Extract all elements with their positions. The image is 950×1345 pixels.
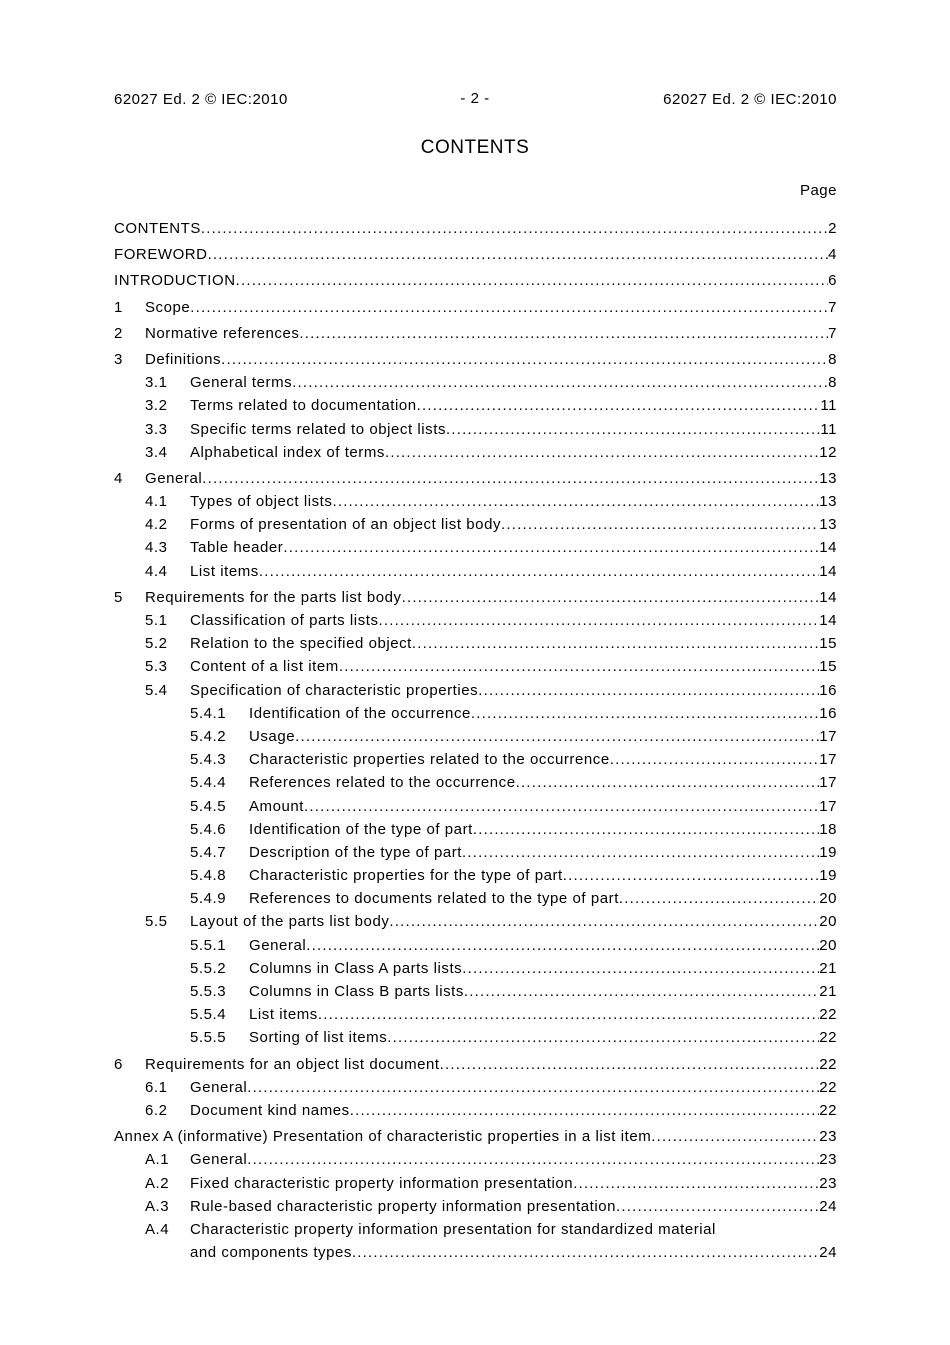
toc-entry[interactable] [114,296,837,319]
toc-entry-title: General [190,1078,248,1096]
toc-entry-title: List items [249,1006,318,1024]
toc-entry-page: 12 [819,443,837,461]
toc-entry-number: A.2 [145,1174,170,1192]
toc-entry[interactable] [114,1003,837,1026]
toc-entry-page: 16 [819,704,837,722]
toc-leader-dots [201,217,828,240]
toc-entry[interactable] [114,441,837,464]
toc-leader-dots [247,1148,819,1171]
toc-entry-page: 8 [828,374,837,392]
toc-entry[interactable] [114,243,837,266]
toc-entry-page: 11 [820,397,837,415]
toc-entry-number: 5.5.4 [190,1006,227,1024]
toc-leader-dots [202,467,819,490]
toc-entry-page: 14 [819,612,837,629]
toc-entry-number: 5.4.9 [190,890,227,908]
toc-entry-page: 22 [819,1006,837,1024]
toc-entry-title: Annex A (informative) Presentation of characteristic properties in a list item [114,1128,652,1146]
toc-entry-page: 17 [819,797,837,815]
toc-entry-page: 20 [819,936,837,954]
toc-entry-title: Normative references [145,324,300,342]
toc-entry-page: 6 [828,272,837,290]
toc-entry-title: Characteristic properties for the type of part [249,867,563,885]
toc-leader-dots [292,371,828,394]
toc-leader-dots [387,1026,819,1049]
toc-entry-title: Fixed characteristic property information presentation [190,1174,574,1192]
toc-entry-number: A.1 [145,1151,170,1169]
toc-entry-number: 5.5.3 [190,983,227,1000]
toc-entry-title: Forms of presentation of an object list body [190,516,502,534]
toc-entry[interactable] [114,269,837,292]
toc-entry-title: Types of object lists [190,493,333,511]
toc-entry-page: 15 [819,635,837,653]
toc-entry-title: Alphabetical index of terms [190,443,385,461]
toc-entry-title: Specific terms related to object lists [190,420,446,438]
toc-entry-title: Description of the type of part [249,843,462,861]
header-left: 62027 Ed. 2 © IEC:2010 [114,91,288,108]
toc-entry-page: 22 [819,1029,837,1047]
toc-entry[interactable] [114,560,837,583]
toc-entry-number: 4.2 [145,516,168,534]
toc-entry-page: 23 [819,1128,837,1146]
toc-entry-title: CONTENTS [114,220,201,237]
toc-entry-number: 4.1 [145,493,168,511]
toc-entry-title: List items [190,562,259,580]
toc-entry-page: 15 [819,658,837,676]
toc-entry[interactable] [114,490,837,513]
toc-entry-title: Amount [249,797,304,815]
toc-entry-number: 4.4 [145,562,168,580]
toc-entry-number: 3 [114,350,123,368]
toc-entry-number: 5.4.7 [190,843,227,861]
toc-entry-title: Content of a list item [190,658,339,676]
toc-leader-dots [259,560,819,583]
toc-leader-dots [471,702,819,725]
toc-entry-page: 17 [819,751,837,769]
toc-entry-title: Rule-based characteristic property information presentation [190,1197,616,1215]
toc-entry[interactable] [114,841,837,864]
toc-leader-dots [247,1076,819,1099]
toc-entry-page: 20 [819,890,837,908]
toc-entry-page: 13 [819,469,837,487]
toc-leader-dots [462,841,819,864]
toc-entry-number: A.4 [145,1220,170,1238]
toc-entry-title: Requirements for an object list document [145,1055,440,1073]
toc-entry-page: 11 [820,420,837,438]
toc-entry-page: 13 [819,516,837,534]
toc-entry-page: 2 [828,220,837,237]
toc-entry[interactable] [114,1218,837,1264]
toc-entry-number: 3.1 [145,374,168,392]
toc-entry-title: Layout of the parts list body [190,913,390,931]
toc-entry[interactable] [114,609,837,632]
toc-entry-title: Usage [249,727,296,745]
toc-entry-number: 5.5.1 [190,936,227,954]
toc-entry-page: 19 [819,843,837,861]
toc-entry-page: 14 [819,588,837,606]
toc-entry[interactable] [114,1076,837,1099]
toc-entry-page: 8 [828,350,837,368]
toc-entry[interactable] [114,1148,837,1171]
toc-entry-number: 4 [114,469,123,487]
toc-leader-dots [332,490,819,513]
toc-entry-title: References related to the occurrence [249,774,516,792]
toc-entry-page: 24 [819,1243,837,1261]
toc-entry[interactable] [114,957,837,980]
toc-leader-dots [501,513,819,536]
toc-entry[interactable] [114,536,837,559]
toc-entry-number: A.3 [145,1197,170,1215]
toc-entry-page: 21 [819,983,837,1000]
toc-leader-dots [473,818,819,841]
toc-entry-title: Identification of the occurrence [249,704,471,722]
toc-leader-dots [295,725,819,748]
toc-entry[interactable] [114,322,837,345]
toc-leader-dots [417,394,821,417]
toc-entry-number: 5.4.1 [190,704,227,722]
toc-leader-dots [352,1241,819,1264]
toc-leader-dots [462,957,819,980]
toc-entry-title: Identification of the type of part [249,820,473,838]
toc-entry[interactable] [114,371,837,394]
toc-entry[interactable] [114,771,837,794]
toc-entry-number: 5.4 [145,681,168,699]
toc-entry-number: 5.5.5 [190,1029,227,1047]
toc-leader-dots [190,296,828,319]
toc-entry-number: 3.3 [145,420,168,438]
toc-leader-dots [610,748,819,771]
toc-entry[interactable] [114,418,837,441]
toc-entry-number: 2 [114,324,123,342]
toc-entry-page: 21 [819,959,837,977]
toc-entry-title: Classification of parts lists [190,612,379,629]
toc-entry-page: 4 [828,246,837,264]
page-title: CONTENTS [420,137,530,158]
toc-entry[interactable] [114,1195,837,1218]
toc-leader-dots [412,632,819,655]
toc-entry[interactable] [114,217,837,240]
toc-entry-title: Relation to the specified object [190,635,412,653]
toc-entry-page: 7 [828,324,837,342]
toc-entry-page: 16 [819,681,837,699]
toc-entry-title: Table header [190,539,284,557]
toc-entry-number: 1 [114,298,123,316]
toc-entry-number: 5.5.2 [190,959,227,977]
toc-entry[interactable] [114,1125,837,1148]
toc-entry-page: 13 [819,493,837,511]
toc-leader-dots [402,586,820,609]
toc-entry[interactable] [114,632,837,655]
toc-entry-number: 5.1 [145,612,168,629]
toc-entry-page: 18 [819,820,837,838]
toc-entry[interactable] [114,864,837,887]
toc-entry-page: 23 [819,1151,837,1169]
toc-leader-dots [389,910,819,933]
toc-entry-title: General [190,1151,248,1169]
toc-entry-title-continued: and components types [190,1243,352,1261]
toc-entry-number: 5.4.4 [190,774,227,792]
toc-entry-page: 14 [819,562,837,580]
table-of-contents [114,214,837,1264]
toc-entry-page: 20 [819,913,837,931]
toc-entry[interactable] [114,1172,837,1195]
toc-leader-dots [516,771,820,794]
toc-leader-dots [318,1003,819,1026]
toc-entry-number: 5.5 [145,913,168,931]
toc-leader-dots [283,536,819,559]
toc-entry[interactable] [114,702,837,725]
toc-entry-title: References to documents related to the type of part [249,890,619,908]
toc-entry[interactable] [114,394,837,417]
toc-entry[interactable] [114,980,837,1003]
toc-entry-title: Requirements for the parts list body [145,588,402,606]
toc-leader-dots [339,655,819,678]
toc-entry-number: 5.3 [145,658,168,676]
toc-entry-page: 22 [819,1078,837,1096]
toc-entry-number: 6 [114,1055,123,1073]
toc-entry-page: 24 [819,1197,837,1215]
toc-entry-page: 23 [819,1174,837,1192]
toc-entry-number: 5.4.8 [190,867,227,885]
toc-entry[interactable] [114,679,837,702]
toc-entry-number: 6.1 [145,1078,168,1096]
header-right: 62027 Ed. 2 © IEC:2010 [663,91,837,108]
toc-leader-dots [573,1172,819,1195]
toc-leader-dots [208,243,829,266]
toc-entry-number: 5.4.2 [190,727,227,745]
toc-leader-dots [464,980,819,1003]
toc-entry-title: General [145,469,203,487]
toc-entry-title: Characteristic properties related to the occurrence [249,751,610,769]
toc-entry-title: Terms related to documentation [190,397,417,415]
toc-entry-number: 3.2 [145,397,168,415]
toc-entry[interactable] [114,748,837,771]
toc-entry[interactable] [114,795,837,818]
toc-entry-number: 3.4 [145,443,168,461]
toc-entry-number: 5.2 [145,635,168,653]
toc-leader-dots [304,795,819,818]
toc-entry-title: INTRODUCTION [114,272,236,290]
toc-entry-number: 5.4.3 [190,751,227,769]
toc-entry-number: 5.4.5 [190,797,227,815]
toc-entry-page: 19 [819,867,837,885]
toc-entry-title: Columns in Class B parts lists [249,983,464,1000]
toc-leader-dots [440,1053,820,1076]
toc-leader-dots [299,322,828,345]
toc-entry-title: Scope [145,298,191,316]
toc-leader-dots [563,864,819,887]
toc-entry-page: 14 [819,539,837,557]
toc-entry[interactable] [114,1053,837,1076]
toc-entry-title: Definitions [145,350,222,368]
toc-entry[interactable] [114,1099,837,1122]
toc-leader-dots [619,887,819,910]
toc-entry-page: 22 [819,1055,837,1073]
toc-leader-dots [379,609,820,632]
toc-entry-page: 17 [819,727,837,745]
toc-entry-title: Document kind names [190,1101,350,1119]
toc-entry[interactable] [114,467,837,490]
toc-entry-page: 17 [819,774,837,792]
toc-leader-dots [616,1195,819,1218]
page-column-label: Page [799,182,837,199]
toc-entry[interactable] [114,887,837,910]
toc-leader-dots [651,1125,819,1148]
toc-entry[interactable] [114,1026,837,1049]
toc-entry[interactable] [114,934,837,957]
toc-entry[interactable] [114,910,837,933]
toc-entry-title: Sorting of list items [249,1029,388,1047]
toc-entry-title: General terms [190,374,293,392]
toc-entry-page: 22 [819,1101,837,1119]
toc-entry-number: 6.2 [145,1101,168,1119]
toc-leader-dots [478,679,819,702]
toc-entry-title: General [249,936,307,954]
toc-entry-title: FOREWORD [114,246,208,264]
toc-entry[interactable] [114,725,837,748]
toc-leader-dots [385,441,819,464]
toc-entry-page: 7 [828,298,837,316]
toc-entry-number: 4.3 [145,539,168,557]
toc-entry-title: Specification of characteristic properties [190,681,479,699]
toc-leader-dots [236,269,829,292]
header-page-number: - 2 - [460,90,490,107]
toc-leader-dots [306,934,819,957]
toc-leader-dots [446,418,820,441]
toc-entry[interactable] [114,818,837,841]
toc-entry-title: Columns in Class A parts lists [249,959,463,977]
toc-entry-title: Characteristic property information presentation for standardized material [190,1220,716,1238]
toc-entry[interactable] [114,655,837,678]
toc-leader-dots [350,1099,820,1122]
toc-entry[interactable] [114,513,837,536]
toc-entry[interactable] [114,348,837,371]
toc-entry-number: 5 [114,588,123,606]
toc-entry-number: 5.4.6 [190,820,227,838]
toc-entry[interactable] [114,586,837,609]
toc-leader-dots [221,348,828,371]
